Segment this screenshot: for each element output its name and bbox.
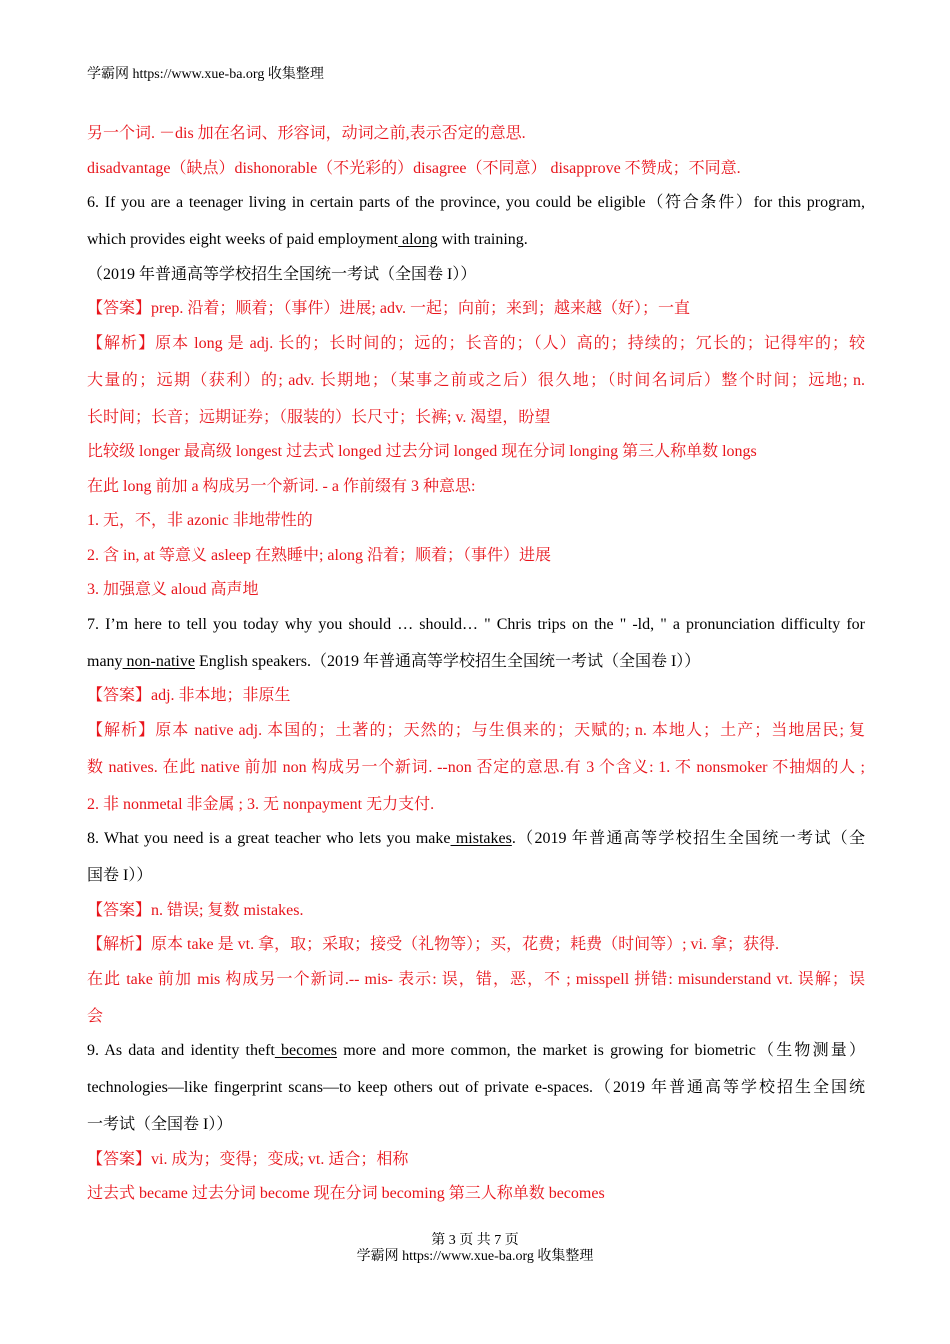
text-segment: .（2019 年普通高等学校招生全国统一考试（全 xyxy=(511,830,865,847)
text-segment: more and more common, the market is growing for biometric（生物测量） xyxy=(337,1042,865,1059)
text-segment: which provides eight weeks of paid employment xyxy=(87,231,399,248)
question-6-explanation: 在此 long 前加 a 构成另一个新词. - a 作前缀有 3 种意思: xyxy=(87,477,476,495)
text-line: 另一个词. －dis 加在名词、形容词，动词之前,表示否定的意思. xyxy=(87,125,526,142)
question-9-text xyxy=(87,1041,865,1061)
underlined-word: becomes xyxy=(274,1042,338,1059)
page-header: 学霸网 https://www.xue-ba.org 收集整理 xyxy=(87,67,324,82)
question-6-explanation: 2. 含 in, at 等意义 asleep 在熟睡中; along 沿着；顺着；（事件）进展 xyxy=(87,546,551,564)
text-segment: many xyxy=(87,652,123,670)
question-7-explanation: 【解析】原本 native adj. 本国的；土著的；天然的；与生俱来的；天赋的; n. 本地人；土产；当地居民; 复 xyxy=(87,721,865,739)
question-7-explanation: 数 natives. 在此 native 前加 non 构成另一个新词. --non 否定的意思.有 3 个含义: 1. 不 nonsmoker 不抽烟的人 ; xyxy=(87,758,865,776)
text-line: disadvantage（缺点）dishonorable（不光彩的）disagree（不同意） disapprove 不赞成；不同意. xyxy=(87,159,741,177)
question-9-source: 一考试（全国卷 I）） xyxy=(87,1116,233,1133)
question-8-text xyxy=(87,829,865,849)
question-8-explanation: 【解析】原本 take 是 vt. 拿，取；采取；接受（礼物等）；买，花费；耗费（时间等）; vi. 拿；获得. xyxy=(87,936,779,953)
question-6-explanation: 大量的；远期（获利）的; adv. 长期地；（某事之前或之后）很久地；（时间名词后）整个时间；远地; n. xyxy=(87,371,865,389)
question-8-source: 国卷 I）） xyxy=(87,867,153,884)
question-8-explanation: 在此 take 前加 mis 构成另一个新词.-- mis- 表示: 误，错，恶，不 ; misspell 拼错: misunderstand vt. 误解；误 xyxy=(87,970,865,988)
question-7-text: 7. I’m here to tell you today why you should … should… " Chris trips on the " -ld, " a pronunciation difficulty for xyxy=(87,615,865,633)
underlined-word: mistakes xyxy=(450,830,512,847)
text-segment: with training. xyxy=(437,231,528,248)
page-footer: 学霸网 https://www.xue-ba.org 收集整理 xyxy=(356,1249,594,1264)
question-6-source: （2019 年普通高等学校招生全国统一考试（全国卷 I）） xyxy=(87,265,477,283)
question-8-explanation: 会 xyxy=(87,1007,104,1025)
page-content xyxy=(87,124,865,1219)
question-9-answer: 【答案】vi. 成为；变得；变成; vt. 适合；相称 xyxy=(87,1150,409,1168)
question-6-explanation: 长时间；长音；远期证券；（服装的）长尺寸；长裤; v. 渴望，盼望 xyxy=(87,408,551,426)
question-6-explanation: 1. 无，不，非 azonic 非地带性的 xyxy=(87,512,313,529)
underlined-word: non-native xyxy=(122,652,195,670)
question-7-text-cont xyxy=(87,652,865,672)
question-7-explanation: 2. 非 nonmetal 非金属 ; 3. 无 nonpayment 无力支付. xyxy=(87,795,435,813)
text-segment: 8. What you need is a great teacher who lets you make xyxy=(87,830,451,847)
question-9-text-cont: technologies—like fingerprint scans—to keep others out of private e-spaces.（2019 年普通高等学校招生全国统 xyxy=(87,1079,865,1096)
question-6-explanation: 3. 加强意义 aloud 高声地 xyxy=(87,581,259,598)
text-segment: 9. As data and identity theft xyxy=(87,1042,275,1059)
question-6-text: 6. If you are a teenager living in certain parts of the province, you could be eligible（符合条件）for this program, xyxy=(87,194,865,211)
question-6-answer: 【答案】prep. 沿着；顺着；（事件）进展; adv. 一起；向前；来到；越来越（好）；一直 xyxy=(87,300,690,317)
underlined-word: along xyxy=(398,231,438,248)
question-6-explanation: 比较级 longer 最高级 longest 过去式 longed 过去分词 longed 现在分词 longing 第三人称单数 longs xyxy=(87,443,757,460)
question-6-text-cont xyxy=(87,230,865,250)
page-number: 第 3 页 共 7 页 xyxy=(431,1233,519,1248)
question-6-explanation: 【解析】原本 long 是 adj. 长的；长时间的；远的；长音的；（人）高的；持续的；冗长的；记得牢的；较 xyxy=(87,334,865,352)
question-8-answer: 【答案】n. 错误; 复数 mistakes. xyxy=(87,901,304,919)
question-9-explanation: 过去式 became 过去分词 become 现在分词 becoming 第三人称单数 becomes xyxy=(87,1185,605,1202)
text-segment: English speakers.（2019 年普通高等学校招生全国统一考试（全国卷 I）） xyxy=(194,652,701,670)
question-7-answer: 【答案】adj. 非本地；非原生 xyxy=(87,687,291,704)
